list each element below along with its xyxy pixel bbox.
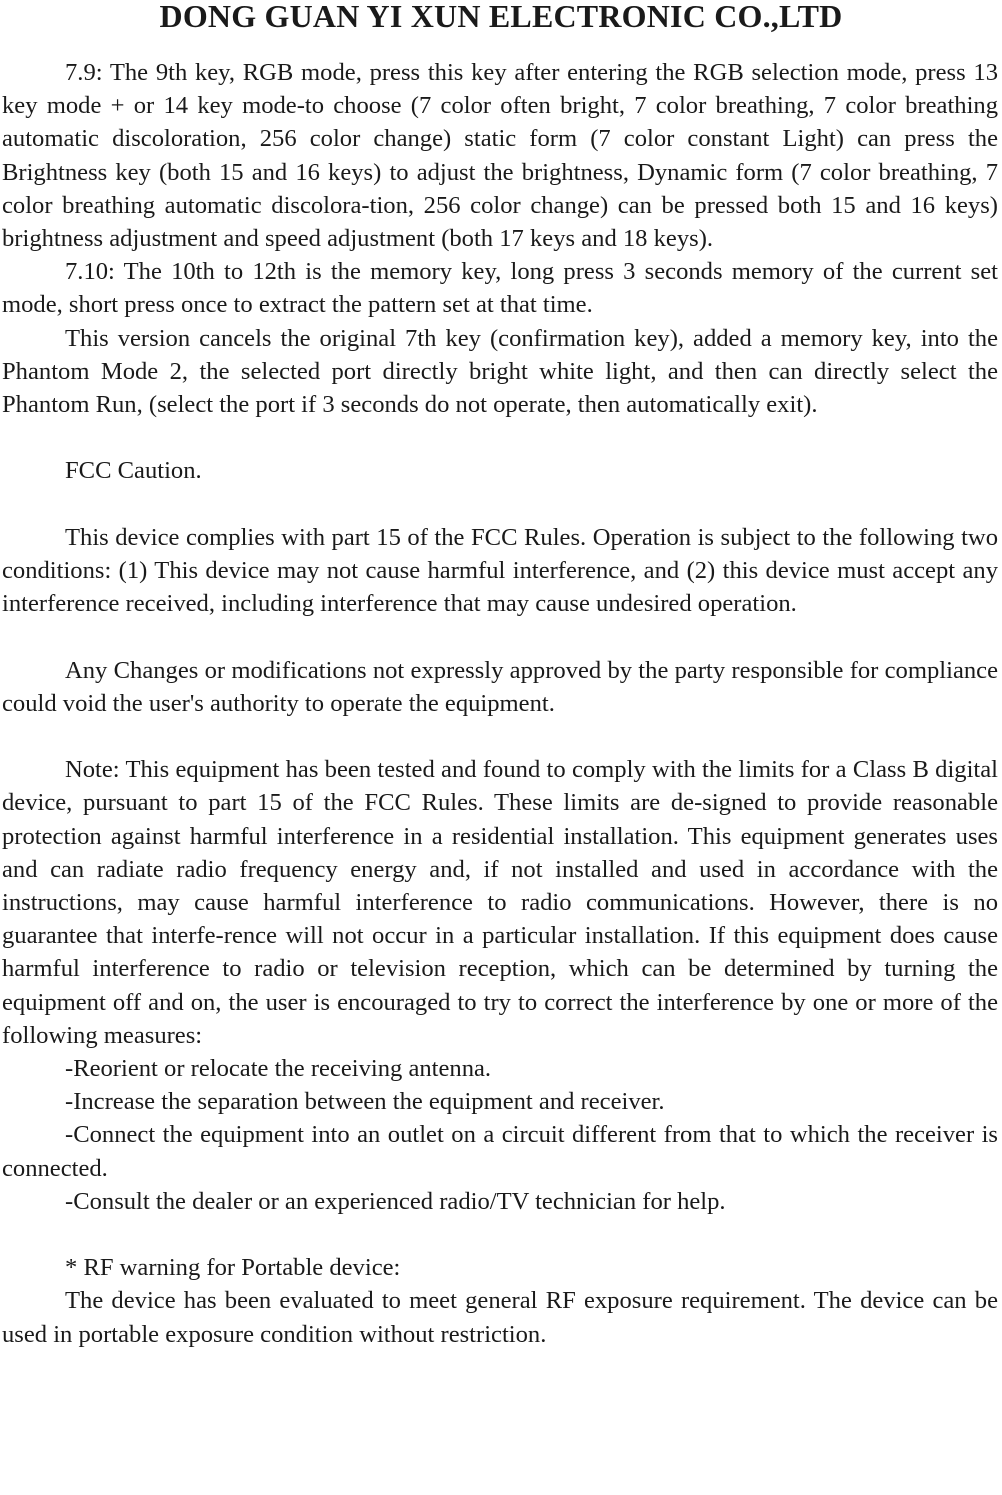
company-heading: DONG GUAN YI XUN ELECTRONIC CO.,LTD (159, 0, 843, 34)
rgb-mode-paragraph: 7.9: The 9th key, RGB mode, press this key after entering the RGB selection mode, press 13 key mode + or 14 key mode-to choose (7 color often bright, 7 color breathing, 7 color breathing automatic discoloration, 256 color change) static form (7 color constant Light) can press the Brightness key (both 15 and 16 keys) to adjust the brightness, Dynamic form (7 color breathing, 7 color breathing automatic discolora-tion, 256 color change) can be pressed both 15 and 16 keys) brightness adjustment and speed adjustment (both 17 keys and 18 keys). (2, 59, 998, 253)
class-b-note-paragraph: Note: This equipment has been tested and found to comply with the limits for a Class B digital device, pursuant to part 15 of the FCC Rules. These limits are de-signed to provide reasonable protection against harmful interference in a residential installation. This equipment generates uses and can radiate radio frequency energy and, if not installed and used in accordance with the instructions, may cause harmful interference to radio communications. However, there is no guarantee that interfe-rence will not occur in a particular installation. If this equipment does cause harmful interference to radio or television reception, which can be determined by turning the equipment off and on, the user is encouraged to try to correct the interference by one or more of the following measures: (2, 756, 998, 1049)
measure-reorient: -Reorient or relocate the receiving antenna. (65, 1055, 492, 1083)
measure-outlet: -Connect the equipment into an outlet on a circuit different from that to which the receiver is connected. (2, 1121, 998, 1182)
fcc-compliance-paragraph: This device complies with part 15 of the FCC Rules. Operation is subject to the following two conditions: (1) This device may not cause harmful interference, and (2) this device must accept any interference received, including interference that may cause undesired operation. (2, 523, 998, 618)
measure-separation: -Increase the separation between the equipment and receiver. (65, 1088, 665, 1116)
rf-exposure-paragraph: The device has been evaluated to meet general RF exposure requirement. The device can be used in portable exposure condition without restriction. (2, 1287, 998, 1348)
version-note-paragraph: This version cancels the original 7th key (confirmation key), added a memory key, into the Phantom Mode 2, the selected port directly bright white light, and then can directly select the Phantom Run, (select the port if 3 seconds do not operate, then automatically exit). (2, 324, 998, 419)
modifications-paragraph: Any Changes or modifications not expressly approved by the party responsible for compliance could void the user's authority to operate the equipment. (2, 656, 998, 717)
document-body (2, 56, 998, 1351)
memory-key-paragraph: 7.10: The 10th to 12th is the memory key, long press 3 seconds memory of the current set mode, short press once to extract the pattern set at that time. (2, 258, 998, 319)
measure-consult: -Consult the dealer or an experienced radio/TV technician for help. (65, 1187, 726, 1215)
fcc-caution-heading: FCC Caution. (65, 457, 202, 485)
rf-warning-heading: * RF warning for Portable device: (65, 1254, 401, 1282)
